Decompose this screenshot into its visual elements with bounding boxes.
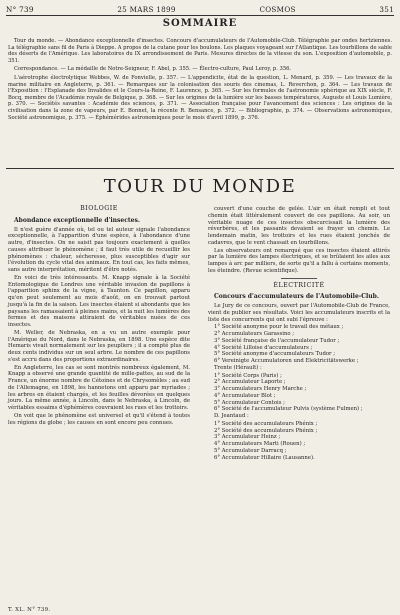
issue-date: 25 MARS 1899 bbox=[117, 4, 176, 14]
list-group-label: D. Jeantaud : bbox=[214, 413, 249, 419]
running-header bbox=[6, 3, 394, 15]
list-item: 5° Accumulateur Contois ; bbox=[214, 399, 285, 406]
right-column bbox=[208, 206, 390, 461]
section-title: TOUR DU MONDE bbox=[103, 176, 297, 197]
list-item: 3° Accumulateurs Henry Marche ; bbox=[214, 386, 307, 392]
competitor-list bbox=[208, 421, 390, 462]
list-item: 4° Accumulateurs Marti (Rouen) ; bbox=[214, 441, 306, 447]
list-item: 6° Accumulateur Hillaire (Lausanne). bbox=[214, 454, 315, 461]
list-item: 4° Accumulateur Blot ; bbox=[214, 392, 276, 399]
list-item: 4° Société Lilloise d'accumulateurs ; bbox=[214, 344, 313, 351]
section-divider bbox=[281, 278, 317, 279]
list-item: 5° Société anonyme d'accumulateurs Tudor ; bbox=[214, 351, 336, 358]
list-item: 6° Vereinigte Accumulatoren und Elektricitätswerke ; bbox=[214, 358, 359, 364]
sommaire-rule bbox=[6, 168, 394, 169]
list-item: 5° Accumulateur Darracq ; bbox=[214, 447, 287, 454]
list-item: 2° Accumulateur Laporte ; bbox=[214, 379, 286, 386]
sommaire-paragraph: Correspondance. — La médaille de Notre-Seigneur, F. Abel, p. 355. — Électro-culture, Paul Leroy, p. 356. bbox=[14, 66, 292, 73]
article-paragraph: M. Weller, de Nebraska, en a vu un autre exemple pour l'Amérique du Nord, dans le Nebraska, en 1898. Une espèce dite Hemaris vivait normalement sur les peupliers ; il a compté plus de deux cents individus sur un seul arbre. Le nombre de ces papillons s'est accru dans des proportions extraordinaires. bbox=[8, 329, 190, 363]
list-item: 3° Accumulateur Heinz ; bbox=[214, 434, 281, 441]
sommaire-block bbox=[8, 38, 392, 123]
header-rule bbox=[6, 15, 394, 16]
issue-number: N° 739 bbox=[6, 4, 34, 14]
article-paragraph: couvert d'une couche de gelée. L'air en était rempli et tout chemin était littéralement couvert de ces papillons. Au soir, un véritable nuage de ces insectes obscurcissait la lumière des réverbères, et les passants devaient se frayer un chemin. Le lendemain matin, les trottoirs et les rues étaient jonchés de cadavres, que le vent chassait en tourbillons. bbox=[208, 206, 390, 246]
article-paragraph: Il n'est guère d'année où, tel ou tel auteur signale l'abondance exceptionnelle, à l'apparition d'une espèce, à l'abondance d'une autre, d'insectes. On ne saisit pas toujours exactement à quelles causes attribuer le phénomène ; il faut très utile de recueillir les phénomènes : chaleur, sécheresse, plus susceptibles d'agir sur l'évolution du cycle vital des animaux. En tout cas, les faits mêmes, sans autre interprétation, méritent d'être notés. bbox=[8, 226, 190, 273]
list-item: 2° Accumulateurs Garassino ; bbox=[214, 331, 295, 337]
section-heading-electricite: ÉLECTRICITÉ bbox=[273, 281, 325, 289]
sommaire-heading: SOMMAIRE bbox=[162, 18, 238, 29]
list-item: 1° Société anonyme pour le travail des métaux ; bbox=[214, 324, 344, 331]
sommaire-paragraph: Tour du monde. — Abondance exceptionnelle d'insectes. Concours d'accumulateurs de l'Automobile-Club. Télégraphie par ondes hertziennes. La télégraphie sans fil de Paris à Dieppe. A propos de la cutane pour les boulons. Les plaques voyageant sur l'Atlantique. Les tourbillons de sable des déserts de l'Amérique. Les laboratoires du IX arrondissement de Paris. Mesures directes de la vitesse du son. L'exposition d'automobile, p. 351. bbox=[8, 38, 392, 64]
list-item: 1° Société des accumulateurs Phénix ; bbox=[214, 420, 318, 427]
list-item: 6° Société de l'accumulateur Pulvis (système Fulmen) ; bbox=[214, 406, 363, 413]
list-item: 1° Société Corps (Paris) ; bbox=[214, 372, 282, 379]
article-paragraph: Les observateurs ont remarqué que ces insectes étaient attirés par la lumière des lampes électriques, et se brûlaient les ailes aux lampes à arc par milliers, de sorte qu'il a fallu à certains moments, les éteindre. (Revue scientifique). bbox=[208, 247, 390, 274]
article-paragraph: En voici de très intéressants. M. Knapp signale à la Société Entomologique de Londres une véritable invasion de papillons à l'apparition sphinx de la vigne, à Taunton. Ce papillon, apparu qu'on peut seulement au mois d'août, on en trouvait partout jusqu'à la fin de la saison. Les insectes étaient si abondants que les paysans les ramassaient à pleines mains, et la nuit les lumières des fermes et des maisons attiraient de véritables nuées de ces insectes. bbox=[8, 274, 190, 328]
article-paragraph: Le Jury de ce concours, ouvert par l'Automobile-Club de France, vient de publier ses résultats. Voici les accumulateurs inscrits et la liste des concurrents qui ont subi l'épreuve : bbox=[208, 303, 390, 323]
article-paragraph: On voit que le phénomène est universel et qu'il s'étend à toutes les régions du globe ; les causes en sont encore peu connues. bbox=[8, 412, 190, 426]
sommaire-paragraph: L'aérotrophe électrolytique Webbes, W. de Fonvielle, p. 357. — L'appendicite, état de la question, L. Menard, p. 359. — Les travaux de la marine militaire en Angleterre, p. 361. — Remarques sur la colonisation des souris des cinemas, L. Reverchon, p. 364. — Les travaux de l'Exposition : l'Esplanade des Invalides et le Cours-la-Reine, F. Laurence, p. 365. — Sur les formules de l'astronomie sphérique au XIX siècle, F. Bocq, membre de l'Académie royale de Belgique, p. 368. — Sur les origines de la lumière sur les basses températures, Auguste et Louis Lumière, p. 370. — Sociétés savantes : Académie des sciences, p. 371. — Association française pour l'avancement des sciences : Les origines de la civilisation dans la zone de vapeurs, par E. Bonnet, la récente R. Bensance, p. 372. — Bibliographie, p. 374. — Observations astronomiques, Société astronomique, p. 375. — Éphémérides astronomiques pour le mois d'avril 1899, p. 376. bbox=[8, 74, 392, 121]
article-heading-insectes: Abondance exceptionnelle d'insectes. bbox=[14, 216, 140, 224]
page-footer: T. XL. N° 739. bbox=[8, 607, 51, 613]
section-heading-biologie: BIOLOGIE bbox=[80, 205, 118, 212]
article-heading-accumulateurs: Concours d'accumulateurs de l'Automobile-Club. bbox=[214, 293, 379, 301]
list-item: 2° Société des accumulateurs Phénix ; bbox=[214, 427, 318, 434]
journal-title: COSMOS bbox=[259, 4, 296, 14]
list-group-label: Trente (Hérault) : bbox=[214, 364, 262, 371]
competitor-list bbox=[208, 373, 390, 414]
left-column bbox=[8, 206, 190, 427]
list-item: 3° Société française de l'accumulateur Tudor ; bbox=[214, 337, 340, 344]
page-number: 351 bbox=[379, 4, 394, 14]
article-paragraph: En Angleterre, les cas se sont montrés nombreux également, M. Knapp a observé une grande quantité de mille-pattes, au sud de la France, un énorme nombre de Cétoines et de Chrysomèles ; au sud de l'Allemagne, en 1898, les hannetons ont apparu par myriades ; les arbres en étaient chargés, et les feuilles dévorées en quelques jours. La même année, à Lincoln, dans le Nebraska, à Lincoln, de véritables essaims d'éphémères couvraient les rues et les trottoirs. bbox=[8, 364, 190, 411]
competitor-list bbox=[208, 324, 390, 365]
